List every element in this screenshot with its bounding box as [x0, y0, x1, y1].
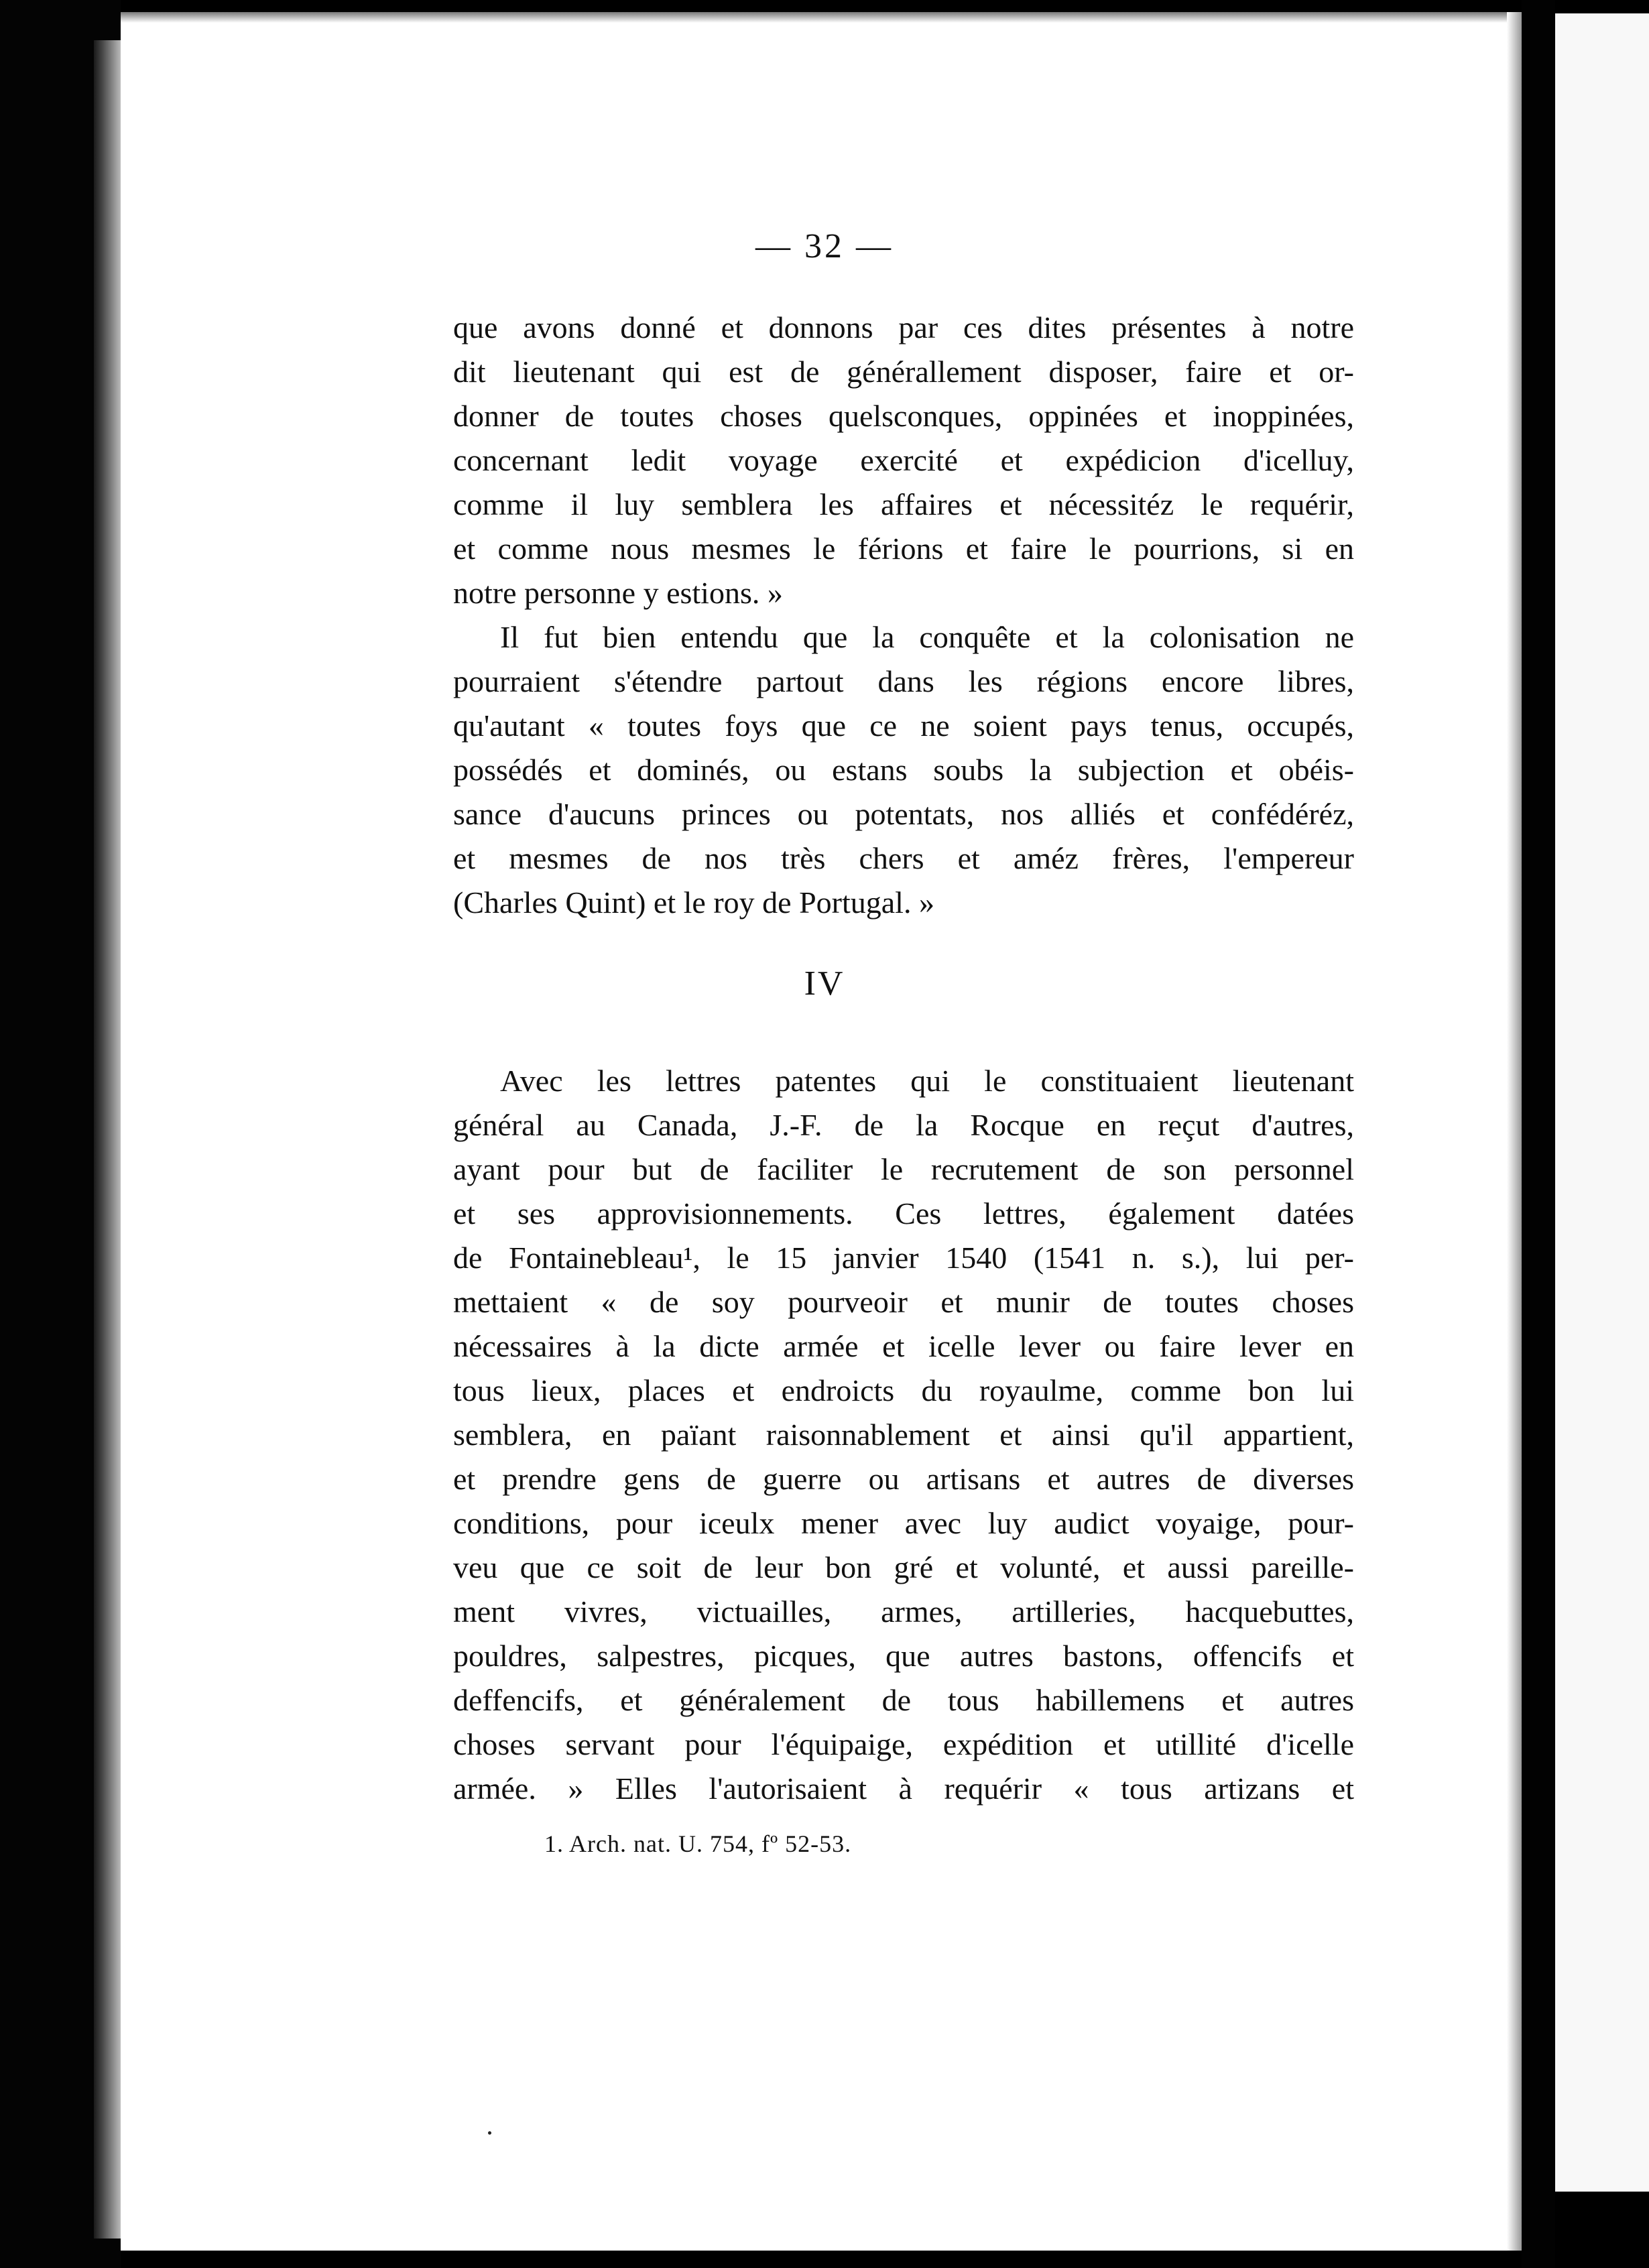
text-line: armée. » Elles l'autorisaient à requérir « tous artizans et — [453, 1771, 1354, 1806]
scan-speck — [488, 2131, 491, 2135]
text-line: sance d'aucuns princes ou potentats, nos alliés et confédéréz, — [453, 797, 1354, 831]
text-line: de Fontainebleau¹, le 15 janvier 1540 (1541 n. s.), lui per- — [453, 1241, 1354, 1275]
text-line: (Charles Quint) et le roy de Portugal. » — [453, 885, 934, 920]
scan-right-border — [1522, 0, 1555, 2268]
text-line: dit lieutenant qui est de générallement disposer, faire et or- — [453, 355, 1354, 389]
section-heading: IV — [804, 964, 845, 1003]
text-line: général au Canada, J.-F. de la Rocque en reçut d'autres, — [453, 1108, 1354, 1142]
footnote: 1. Arch. nat. U. 754, fº 52-53. — [544, 1830, 852, 1857]
text-line: et comme nous mesmes le férions et faire le pourrions, si en — [453, 531, 1354, 566]
text-line: concernant ledit voyage exercité et expédicion d'icelluy, — [453, 443, 1354, 477]
text-line: mettaient « de soy pourveoir et munir de toutes choses — [453, 1285, 1354, 1319]
text-line: comme il luy semblera les affaires et nécessitéz le requérir, — [453, 487, 1354, 521]
text-line: veu que ce soit de leur bon gré et volunté, et aussi pareille- — [453, 1550, 1354, 1584]
book-gutter — [94, 40, 121, 2239]
text-line: possédés et dominés, ou estans soubs la subjection et obéis- — [453, 753, 1354, 787]
text-line: conditions, pour iceulx mener avec luy audict voyaige, pour- — [453, 1506, 1354, 1540]
text-line: pourraient s'étendre partout dans les régions encore libres, — [453, 664, 1354, 698]
adjacent-page-edge — [1555, 13, 1649, 2192]
text-line: et ses approvisionnements. Ces lettres, également datées — [453, 1196, 1354, 1231]
text-line: nécessaires à la dicte armée et icelle lever ou faire lever en — [453, 1329, 1354, 1363]
text-line: notre personne y estions. » — [453, 576, 783, 610]
text-line: tous lieux, places et endroicts du royaulme, comme bon lui — [453, 1373, 1354, 1407]
page-top-shadow — [121, 12, 1522, 23]
text-line: donner de toutes choses quelsconques, oppinées et inoppinées, — [453, 399, 1354, 433]
paragraph-letters-patent — [453, 1059, 1354, 1811]
text-line: et mesmes de nos très chers et améz frères, l'empereur — [453, 841, 1354, 875]
text-line: que avons donné et donnons par ces dites présentes à notre — [453, 310, 1354, 344]
text-line: choses servant pour l'équipaige, expédition et utillité d'icelle — [453, 1727, 1354, 1761]
text-line: Avec les lettres patentes qui le constituaient lieutenant — [500, 1064, 1354, 1098]
text-line: pouldres, salpestres, picques, que autres bastons, offencifs et — [453, 1639, 1354, 1673]
text-line: et prendre gens de guerre ou artisans et autres de diverses — [453, 1462, 1354, 1496]
text-line: semblera, en païant raisonnablement et ainsi qu'il appartient, — [453, 1418, 1354, 1452]
text-line: qu'autant « toutes foys que ce ne soient pays tenus, occupés, — [453, 708, 1354, 743]
page-number: — 32 — — [755, 227, 894, 265]
text-line: deffencifs, et généralement de tous habillemens et autres — [453, 1683, 1354, 1717]
text-line: ayant pour but de faciliter le recrutement de son personnel — [453, 1152, 1354, 1186]
quote-paragraph — [453, 306, 1354, 615]
paragraph-territory — [453, 615, 1354, 925]
text-line: Il fut bien entendu que la conquête et la colonisation ne — [500, 620, 1354, 654]
text-line: ment vivres, victuailles, armes, artilleries, hacquebuttes, — [453, 1594, 1354, 1629]
page-right-shadow — [1507, 12, 1522, 2251]
